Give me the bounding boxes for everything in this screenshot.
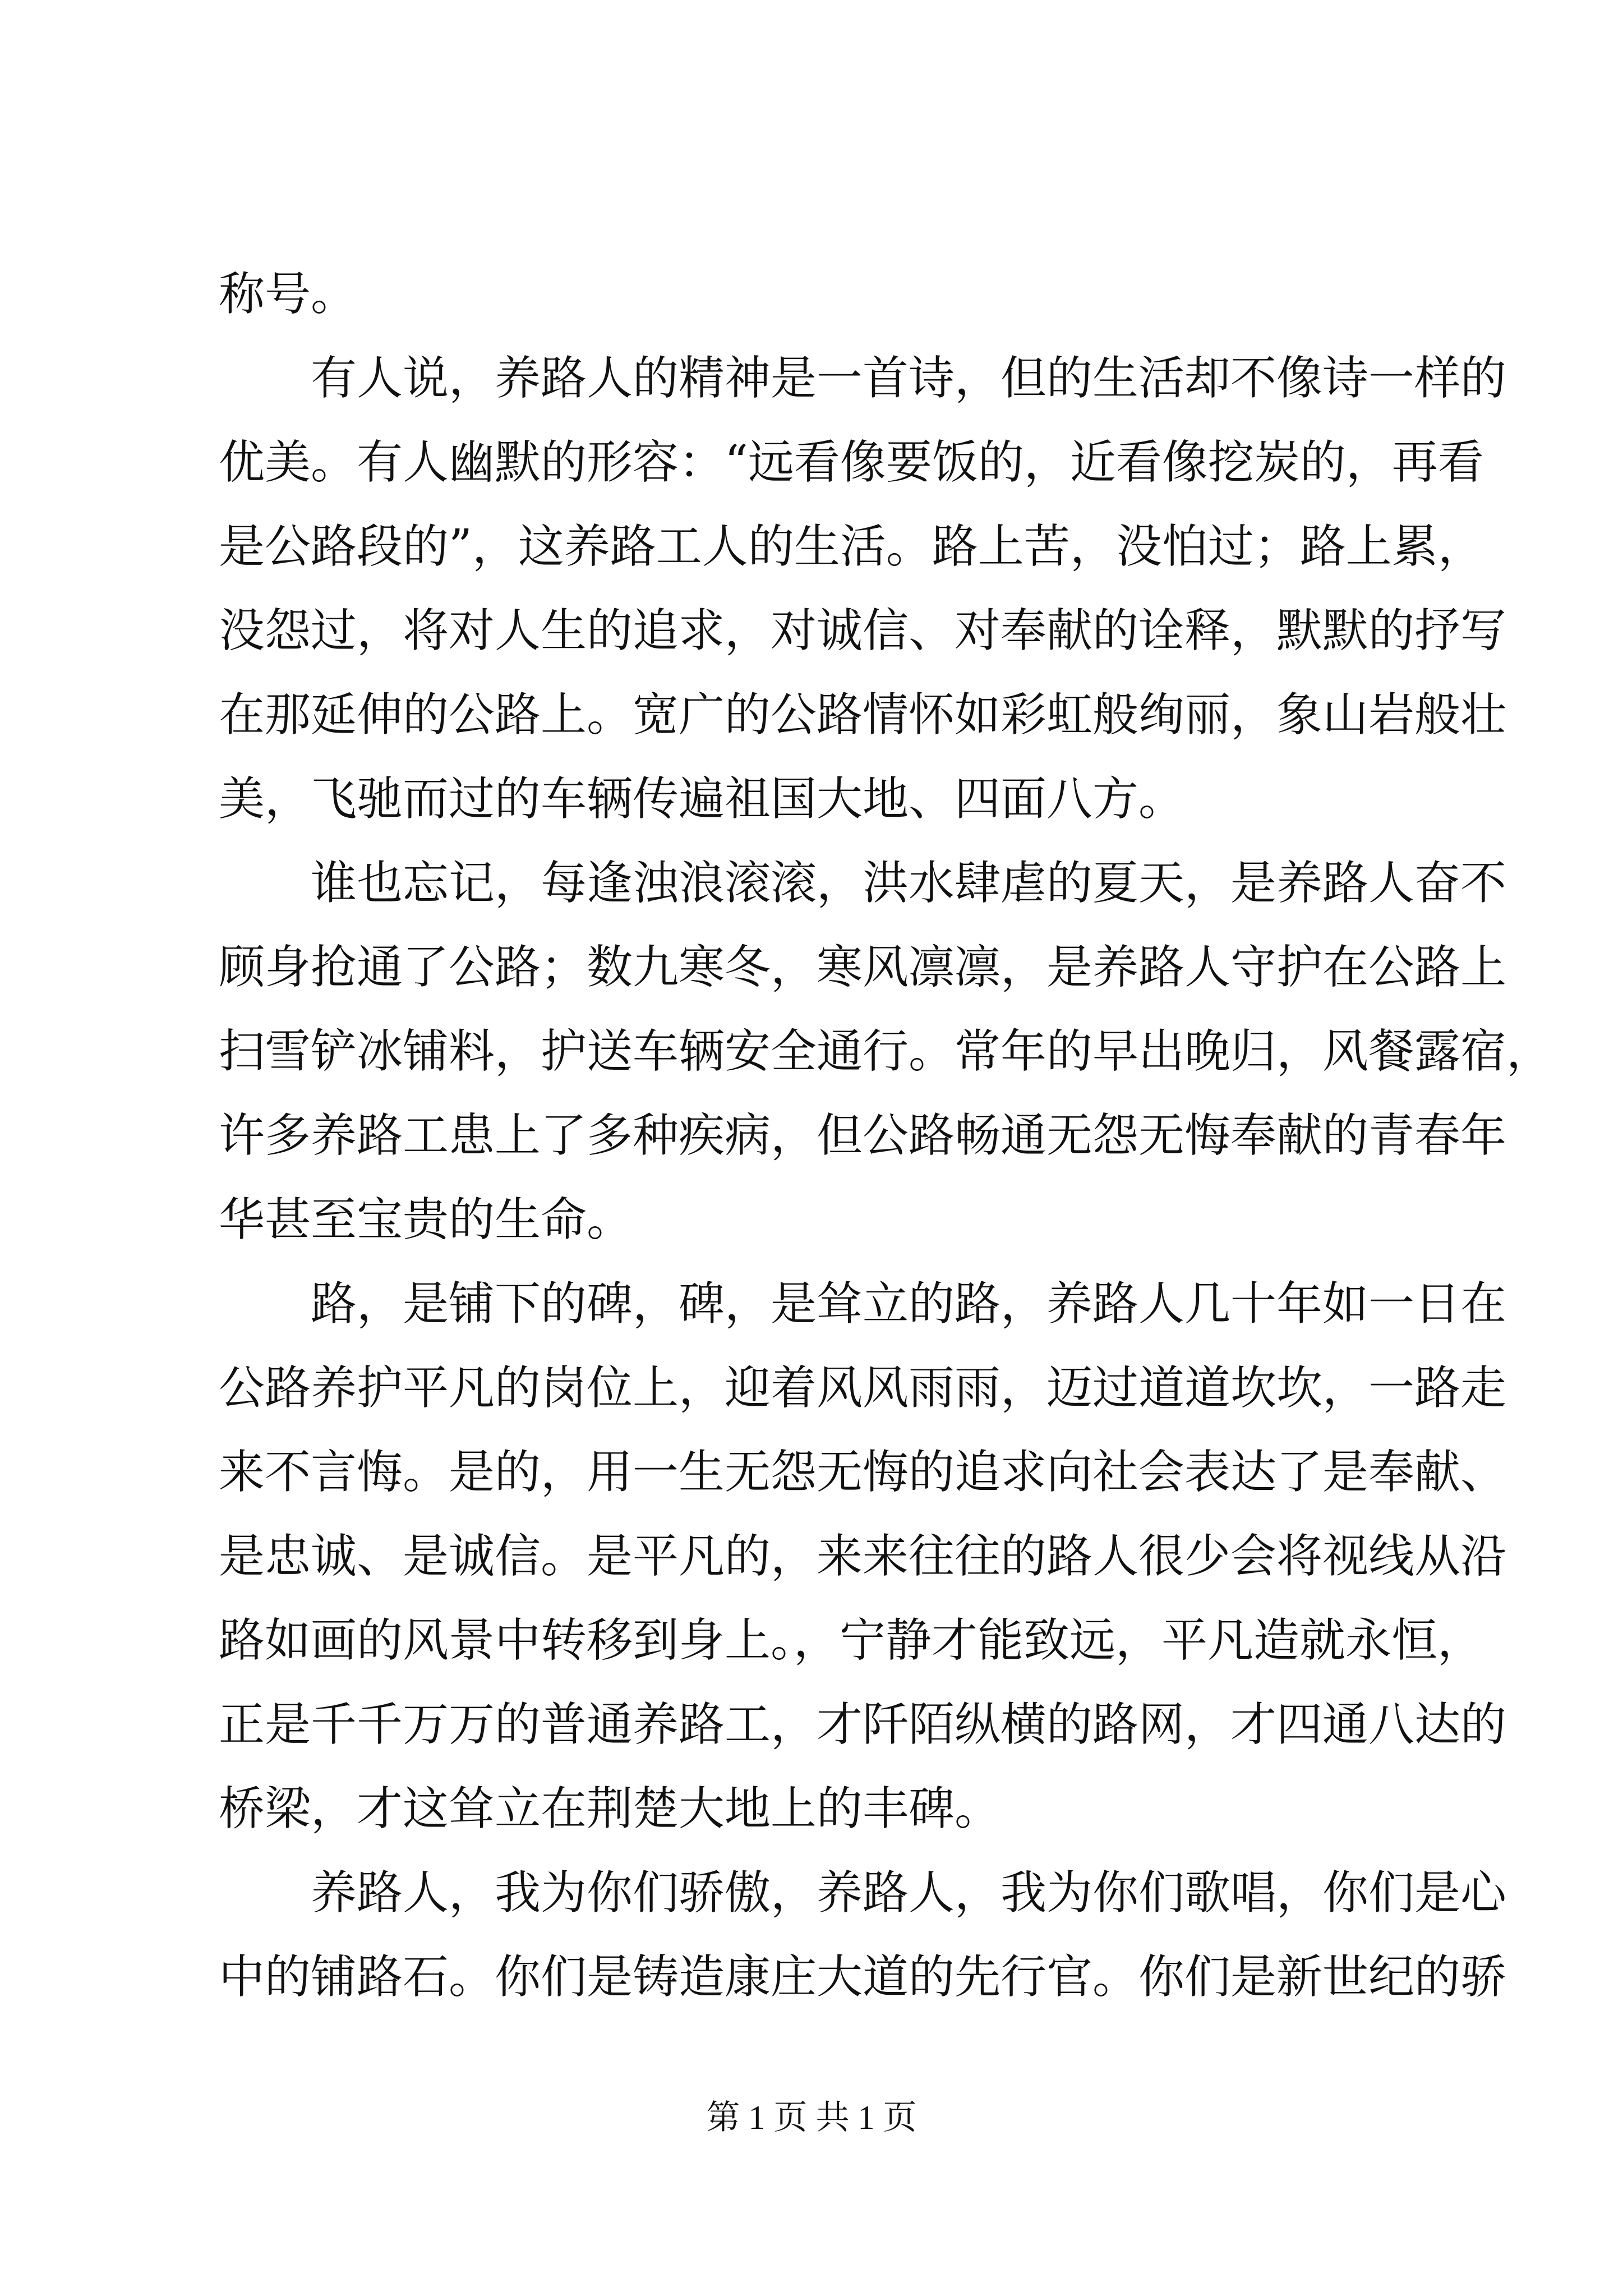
text-line: 正是千千万万的普通养路工，才阡陌纵横的路网，才四通八达的: [219, 1698, 1507, 1751]
text-line: 来不言悔。是的，用一生无怨无悔的追求向社会表达了是奉献、: [219, 1446, 1507, 1499]
text-line: 称号。: [219, 268, 357, 321]
text-line: 在那延伸的公路上。宽广的公路情怀如彩虹般绚丽，象山岩般壮: [219, 688, 1507, 742]
text-line: 中的铺路石。你们是铸造康庄大道的先行官。你们是新世纪的骄: [219, 1950, 1507, 2004]
text-line: 谁也忘记，每逢浊浪滚滚，洪水肆虐的夏天，是养路人奋不: [219, 857, 1507, 910]
text-line: 许多养路工患上了多种疾病，但公路畅通无怨无悔奉献的青春年: [219, 1109, 1507, 1162]
text-line: 没怨过，将对人生的追求，对诚信、对奉献的诠释，默默的抒写: [219, 604, 1507, 657]
text-line: 养路人，我为你们骄傲，养路人，我为你们歌唱，你们是心: [219, 1866, 1507, 1920]
text-line: 是忠诚、是诚信。是平凡的，来来往往的路人很少会将视线从沿: [219, 1530, 1507, 1583]
text-line: 华甚至宝贵的生命。: [219, 1193, 633, 1246]
text-line: 美，飞驰而过的车辆传遍祖国大地、四面八方。: [219, 772, 1185, 826]
text-line: 路，是铺下的碑，碑，是耸立的路，养路人几十年如一日在: [219, 1277, 1507, 1331]
text-line: 优美。有人幽默的形容：“远看像要饭的，近看像挖炭的，再看: [219, 436, 1484, 489]
text-line: 公路养护平凡的岗位上，迎着风风雨雨，迈过道道坎坎，一路走: [219, 1361, 1507, 1415]
text-line: 是公路段的”，这养路工人的生活。路上苦，没怕过；路上累，: [219, 520, 1484, 573]
text-line: 路如画的风景中转移到身上。，宁静才能致远，平凡造就永恒，: [219, 1614, 1484, 1667]
text-line: 桥梁，才这耸立在荆楚大地上的丰碑。: [219, 1782, 1001, 1835]
page-footer: 第 1 页 共 1 页: [706, 2099, 917, 2136]
text-line: 扫雪铲冰铺料，护送车辆安全通行。常年的早出晚归，风餐露宿，: [219, 1025, 1553, 1078]
text-line: 顾身抢通了公路；数九寒冬，寒风凛凛，是养路人守护在公路上: [219, 941, 1507, 994]
text-line: 有人说，养路人的精神是一首诗，但的生活却不像诗一样的: [219, 352, 1507, 405]
